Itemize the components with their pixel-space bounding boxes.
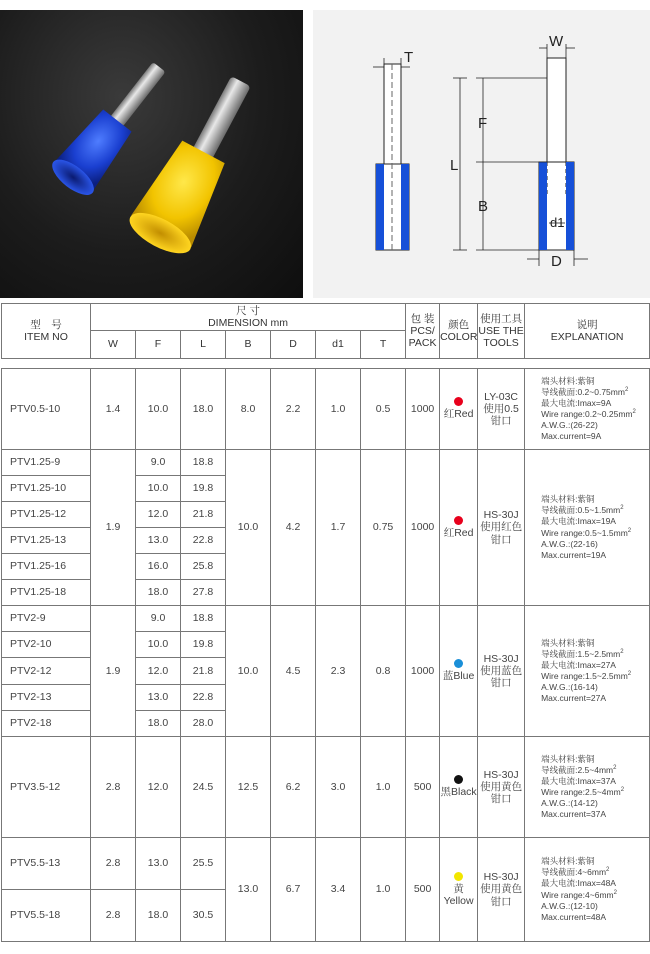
color-dot xyxy=(454,659,463,668)
cell-d1: 3.4 xyxy=(316,838,361,942)
cell-w: 2.8 xyxy=(91,737,136,838)
label-d1: d1 xyxy=(550,215,565,230)
label-b: B xyxy=(478,198,489,215)
header-expl-en: EXPLANATION xyxy=(550,331,624,343)
expl-line: 端头材料:紫铜 xyxy=(541,375,595,386)
cell-explanation xyxy=(525,838,650,942)
cell-color xyxy=(440,450,478,606)
expl-line: 最大电流:Imax=19A xyxy=(541,516,616,527)
header-pack-en1: PCS/ xyxy=(410,324,435,337)
color-cn: 黑 xyxy=(440,786,451,799)
expl-line: 最大电流:Imax=37A xyxy=(541,775,616,786)
header-tools xyxy=(478,304,525,359)
header-dim-w: W xyxy=(91,331,136,359)
color-en: Black xyxy=(451,786,477,799)
cell-l: 18.0 xyxy=(181,369,226,450)
tool-line: HS-30J xyxy=(483,509,519,522)
cell-tool xyxy=(478,838,525,942)
expl-line: Wire $range:0.2\sim 0.25mm^2$ xyxy=(541,409,636,419)
header-tools-cn: 使用工具 xyxy=(480,312,523,325)
item-no: PTV5.5-18 xyxy=(2,890,91,942)
item-no: PTV2-10 xyxy=(2,632,91,658)
cell-w: 2.8 xyxy=(91,890,136,942)
header-dim-d: D xyxy=(271,331,316,359)
item-no: PTV1.25-18 xyxy=(2,580,91,606)
dimension-drawing-svg xyxy=(313,10,650,298)
tool-line: 钳口 xyxy=(490,415,512,428)
table-row xyxy=(2,450,650,476)
tool-line: LY-03C xyxy=(484,390,519,403)
label-d: D xyxy=(551,253,562,270)
cell-l: 25.8 xyxy=(181,554,226,580)
tool-line: HS-30J xyxy=(483,768,519,781)
expl-line: 导线截面$:1.5\sim 2.5mm^2$ xyxy=(541,648,624,659)
color-en: Red xyxy=(454,526,474,539)
cell-b: 8.0 xyxy=(226,369,271,450)
cell-f: 10.0 xyxy=(136,476,181,502)
expl-line: 导线截面$:2.5\sim 4mm^2$ xyxy=(541,764,617,775)
cell-l: 19.8 xyxy=(181,476,226,502)
product-photo xyxy=(0,10,303,298)
cell-l: 21.8 xyxy=(181,658,226,685)
item-no: PTV2-18 xyxy=(2,711,91,737)
item-no: PTV1.25-16 xyxy=(2,554,91,580)
color-dot xyxy=(454,872,463,881)
cell-d: 6.2 xyxy=(271,737,316,838)
color-cn: 红 xyxy=(443,526,455,539)
cell-f: 12.0 xyxy=(136,658,181,685)
label-t: T xyxy=(404,49,414,66)
tool-line: HS-30J xyxy=(483,652,519,665)
cell-l: 18.8 xyxy=(181,450,226,476)
cell-t: 0.8 xyxy=(361,606,406,737)
cell-t: 0.5 xyxy=(361,369,406,450)
cell-b: 13.0 xyxy=(226,838,271,942)
item-no: PTV2-13 xyxy=(2,685,91,711)
cell-pack: 500 xyxy=(406,737,440,838)
expl-line: Wire $range:1.5\sim 2.5mm^2$ xyxy=(541,671,632,681)
header-item-cn: 型 号 xyxy=(30,318,62,331)
header-spacer-row xyxy=(2,359,650,369)
cell-f: 18.0 xyxy=(136,711,181,737)
cell-d: 4.2 xyxy=(271,450,316,606)
expl-line: 导线截面$:0.2\sim 0.75mm^2$ xyxy=(541,386,629,397)
cell-pack: 1000 xyxy=(406,369,440,450)
dimension-drawing xyxy=(313,10,650,298)
table-row xyxy=(2,838,650,890)
cell-explanation xyxy=(525,450,650,606)
cell-b: 10.0 xyxy=(226,450,271,606)
expl-line: 端头材料:紫铜 xyxy=(541,637,595,648)
cell-d1: 3.0 xyxy=(316,737,361,838)
cell-b: 12.5 xyxy=(226,737,271,838)
color-cn: 黄 xyxy=(453,882,464,895)
cell-f: 12.0 xyxy=(136,737,181,838)
tool-line: 使用黄色 xyxy=(480,780,523,793)
pin-terminal-photo-illustration xyxy=(0,10,303,298)
expl-line: 端头材料:紫铜 xyxy=(541,494,595,505)
tool-line: 使用红色 xyxy=(480,521,523,534)
header-dim-l: L xyxy=(181,331,226,359)
header-dim-t: T xyxy=(361,331,406,359)
item-no: PTV3.5-12 xyxy=(2,737,91,838)
cell-t: 1.0 xyxy=(361,838,406,942)
cell-d: 6.7 xyxy=(271,838,316,942)
color-dot xyxy=(454,397,463,406)
cell-f: 12.0 xyxy=(136,502,181,528)
cell-t: 0.75 xyxy=(361,450,406,606)
cell-f: 13.0 xyxy=(136,528,181,554)
table-row xyxy=(2,737,650,838)
expl-line: 端头材料:紫铜 xyxy=(541,753,595,764)
cell-tool xyxy=(478,737,525,838)
spec-table xyxy=(1,303,650,942)
expl-line: A.W.G.:(26-22) xyxy=(541,420,598,431)
item-no: PTV1.25-10 xyxy=(2,476,91,502)
cell-l: 18.8 xyxy=(181,606,226,632)
cell-l: 28.0 xyxy=(181,711,226,737)
item-no: PTV0.5-10 xyxy=(2,369,91,450)
expl-line: A.W.G.:(14-12) xyxy=(541,798,598,809)
tool-line: 使用黄色 xyxy=(480,883,523,896)
item-no: PTV5.5-13 xyxy=(2,838,91,890)
cell-f: 13.0 xyxy=(136,838,181,890)
cell-w: 1.9 xyxy=(91,450,136,606)
expl-line: 端头材料:紫铜 xyxy=(541,856,595,867)
cell-d1: 1.0 xyxy=(316,369,361,450)
cell-explanation xyxy=(525,369,650,450)
header-pack xyxy=(406,304,440,359)
item-no: PTV2-12 xyxy=(2,658,91,685)
table-row xyxy=(2,606,650,632)
color-cn: 蓝 xyxy=(442,670,454,683)
header-color xyxy=(440,304,478,359)
expl-line: Max.current=9A xyxy=(541,431,602,442)
expl-line: 最大电流:Imax=27A xyxy=(541,659,616,670)
header-pack-en2: PACK xyxy=(408,337,437,350)
table-row xyxy=(2,369,650,450)
header-expl-cn: 说明 xyxy=(576,318,598,331)
item-no: PTV2-9 xyxy=(2,606,91,632)
item-no: PTV1.25-9 xyxy=(2,450,91,476)
tool-line: 使用0.5 xyxy=(483,402,519,415)
cell-explanation xyxy=(525,606,650,737)
tool-line: 钳口 xyxy=(490,677,512,690)
expl-line: Wire $range:2.5\sim 4mm^2$ xyxy=(541,787,625,797)
blue-insulation-sleeve xyxy=(376,162,574,250)
cell-l: 24.5 xyxy=(181,737,226,838)
cell-f: 10.0 xyxy=(136,632,181,658)
cell-l: 19.8 xyxy=(181,632,226,658)
header-spacer xyxy=(2,359,650,369)
cell-color xyxy=(440,606,478,737)
expl-line: Max.current=27A xyxy=(541,693,607,704)
cell-f: 18.0 xyxy=(136,890,181,942)
cell-l: 22.8 xyxy=(181,528,226,554)
cell-l: 27.8 xyxy=(181,580,226,606)
label-w: W xyxy=(549,33,564,50)
header-dimension xyxy=(91,304,406,331)
header-tools-en2: TOOLS xyxy=(483,337,519,350)
cell-d: 2.2 xyxy=(271,369,316,450)
tool-line: HS-30J xyxy=(483,871,519,884)
item-no: PTV1.25-12 xyxy=(2,502,91,528)
cell-w: 2.8 xyxy=(91,838,136,890)
cell-tool xyxy=(478,606,525,737)
color-dot xyxy=(454,775,463,784)
cell-pack: 500 xyxy=(406,838,440,942)
header-dim-d1: d1 xyxy=(316,331,361,359)
color-en: Blue xyxy=(453,670,475,683)
header-item-no xyxy=(2,304,91,359)
header-color-en: COLOR xyxy=(440,331,478,343)
cell-color xyxy=(440,737,478,838)
cell-b: 10.0 xyxy=(226,606,271,737)
label-f: F xyxy=(478,115,488,132)
cell-f: 9.0 xyxy=(136,450,181,476)
cell-pack: 1000 xyxy=(406,606,440,737)
cell-explanation xyxy=(525,737,650,838)
cell-f: 9.0 xyxy=(136,606,181,632)
tool-line: 钳口 xyxy=(490,533,512,546)
expl-line: 最大电流:Imax=48A xyxy=(541,878,616,889)
expl-line: 导线截面$:0.5\sim 1.5mm^2$ xyxy=(541,505,624,516)
tool-line: 使用蓝色 xyxy=(480,664,523,677)
cell-l: 21.8 xyxy=(181,502,226,528)
expl-line: Max.current=19A xyxy=(541,549,607,560)
color-en: Yellow xyxy=(443,895,474,907)
expl-line: 导线截面$:4\sim 6mm^2$ xyxy=(541,867,610,878)
header-dim-f: F xyxy=(136,331,181,359)
expl-line: A.W.G.:(16-14) xyxy=(541,682,598,693)
cell-color xyxy=(440,838,478,942)
header-explanation xyxy=(525,304,650,359)
cell-w: 1.4 xyxy=(91,369,136,450)
cell-l: 25.5 xyxy=(181,838,226,890)
cell-d: 4.5 xyxy=(271,606,316,737)
header-tools-en1: USE THE xyxy=(478,324,524,337)
expl-line: Max.current=48A xyxy=(541,911,607,922)
color-en: Red xyxy=(454,408,474,421)
label-l: L xyxy=(450,157,459,174)
header-item-en: ITEM NO xyxy=(24,331,68,343)
cell-l: 22.8 xyxy=(181,685,226,711)
cell-f: 13.0 xyxy=(136,685,181,711)
cell-f: 18.0 xyxy=(136,580,181,606)
cell-d1: 2.3 xyxy=(316,606,361,737)
tool-line: 钳口 xyxy=(490,793,512,806)
cell-tool xyxy=(478,369,525,450)
cell-d1: 1.7 xyxy=(316,450,361,606)
cell-w: 1.9 xyxy=(91,606,136,737)
item-no: PTV1.25-13 xyxy=(2,528,91,554)
expl-line: A.W.G.:(22-16) xyxy=(541,538,598,549)
header-dimension-en: DIMENSION mm xyxy=(208,317,288,329)
expl-line: Wire $range:0.5\sim 1.5mm^2$ xyxy=(541,527,632,538)
expl-line: 最大电流:Imax=9A xyxy=(541,397,612,408)
color-cn: 红 xyxy=(443,408,455,421)
cell-color xyxy=(440,369,478,450)
header-pack-cn: 包 装 xyxy=(410,312,435,325)
cell-tool xyxy=(478,450,525,606)
expl-line: A.W.G.:(12-10) xyxy=(541,900,598,911)
header-dim-b: B xyxy=(226,331,271,359)
cell-l: 30.5 xyxy=(181,890,226,942)
cell-f: 16.0 xyxy=(136,554,181,580)
expl-line: Max.current=37A xyxy=(541,809,607,820)
cell-t: 1.0 xyxy=(361,737,406,838)
tool-line: 钳口 xyxy=(490,895,512,908)
color-dot xyxy=(454,516,463,525)
expl-line: Wire $range:4\sim 6mm^2$ xyxy=(541,889,617,900)
header-dimension-cn: 尺 寸 xyxy=(236,304,260,317)
cell-f: 10.0 xyxy=(136,369,181,450)
cell-pack: 1000 xyxy=(406,450,440,606)
header-color-cn: 颜色 xyxy=(448,318,470,331)
